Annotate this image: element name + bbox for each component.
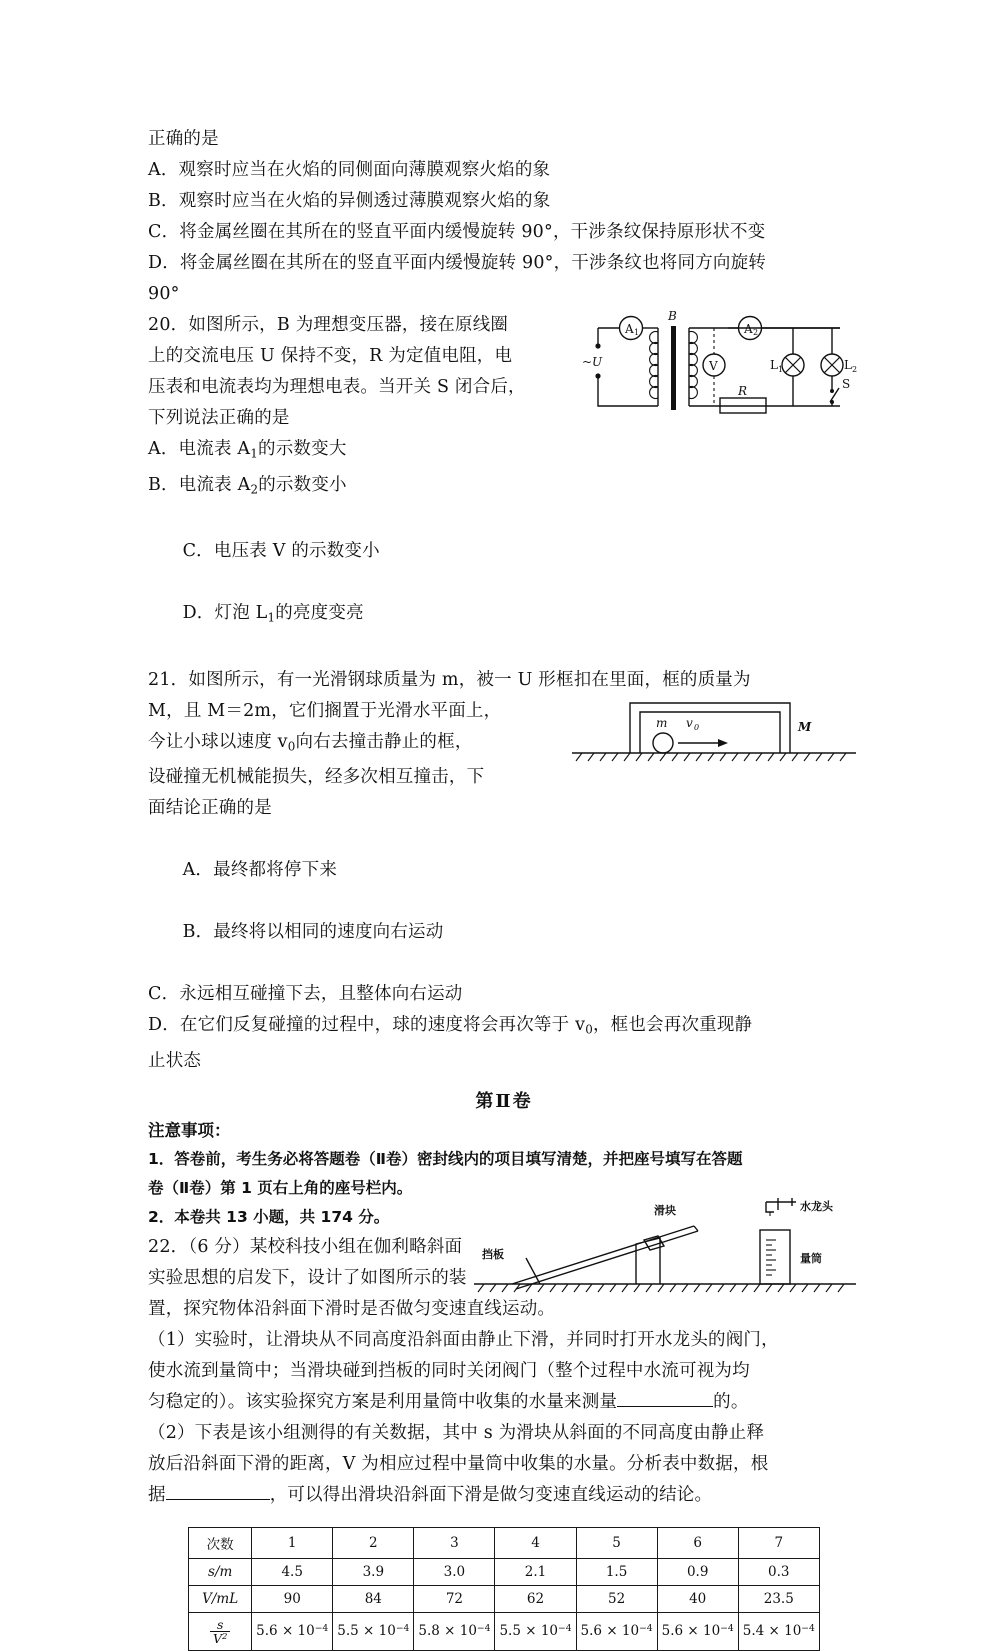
ratio-value-6 <box>657 1612 738 1650</box>
ratio-denominator <box>210 1632 230 1645</box>
core-label: B <box>668 309 677 323</box>
lamp1-label: L <box>770 358 778 372</box>
v-value-7: 23.5 <box>738 1585 819 1612</box>
v-value-2: 84 <box>333 1585 414 1612</box>
ratio-mantissa-4: 5.5 <box>499 1623 521 1640</box>
q21-option-d-cont: 止状态 <box>148 1050 202 1071</box>
trial-7: 7 <box>738 1527 819 1558</box>
table-row-ratio <box>189 1612 820 1650</box>
q21-option-d-sub: 0 <box>585 1022 593 1037</box>
q21-stem-line-3-tail: 向右去撞击静止的框， <box>295 731 473 752</box>
q21-stem-line-2: M，且 M＝2m，它们搁置于光滑水平面上， <box>148 700 502 721</box>
ammeter2-label: A <box>744 322 753 336</box>
ratio-value-2 <box>333 1612 414 1650</box>
ratio-factor-1: × 10 <box>281 1623 315 1640</box>
lamp2-label: L <box>844 358 852 372</box>
q22-part1-tail: 的。 <box>713 1391 749 1412</box>
q20-option-d-tail: 的亮度变亮 <box>275 603 364 624</box>
ratio-mantissa-3: 5.8 <box>418 1623 440 1640</box>
volume-2-title: 第Ⅱ卷 <box>475 1090 533 1112</box>
baffle-label: 挡板 <box>482 1247 504 1261</box>
q21-option-ab-row <box>148 824 860 979</box>
question-20 <box>148 310 860 665</box>
q21-option-a: A．最终都将停下来 <box>182 860 338 881</box>
ratio-mantissa-6: 5.6 <box>661 1623 684 1640</box>
ratio-exponent-1: −4 <box>314 1623 329 1635</box>
ratio-value-4 <box>495 1612 576 1650</box>
q19-option-d-cont: 90° <box>148 284 180 304</box>
q21-stem-line-4: 设碰撞无机械能损失，经多次相互撞击，下 <box>148 767 485 788</box>
q20-option-a-sub: 1 <box>250 446 259 461</box>
resistor-label: R <box>738 384 748 398</box>
ratio-factor-3: × 10 <box>444 1623 477 1640</box>
ammeter2-sub: 2 <box>753 328 759 337</box>
q21-option-d-tail: ，框也会再次重现静 <box>592 1015 753 1036</box>
trial-6: 6 <box>657 1527 738 1558</box>
inclined-plane-apparatus-diagram <box>448 1196 860 1304</box>
row-label-trial: 次数 <box>189 1527 252 1558</box>
velocity-label: v <box>686 715 693 730</box>
v-value-3: 72 <box>414 1585 495 1612</box>
q22-part2-line-3-text: 据 <box>148 1484 166 1505</box>
ratio-exponent-6: −4 <box>720 1623 734 1635</box>
trial-1: 1 <box>252 1527 333 1558</box>
q22-part2-answer-blank[interactable] <box>166 1484 270 1500</box>
q21-option-c: C．永远相互碰撞下去，且整体向右运动 <box>148 984 463 1005</box>
ratio-factor-2: × 10 <box>363 1623 396 1640</box>
q21-stem-line-1: 21．如图所示，有一光滑钢球质量为 m，被一 U 形框扣在里面，框的质量为 <box>148 669 751 690</box>
ratio-mantissa-1: 5.6 <box>256 1623 278 1640</box>
ratio-exponent-5: −4 <box>639 1623 653 1635</box>
ratio-factor-7: × 10 <box>768 1623 802 1640</box>
notice-item-2: 2．本卷共 13 小题，共 174 分。 <box>148 1207 390 1226</box>
voltmeter-label: V <box>709 359 718 373</box>
question-21 <box>148 665 860 1077</box>
q21-v0-sub: 0 <box>287 739 296 754</box>
q22-part2-line-1: （2）下表是该小组测得的有关数据，其中 s 为滑块从斜面的不同高度由静止释 <box>148 1422 765 1443</box>
q22-stem-line-2: 实验思想的启发下，设计了如图所示的装 <box>148 1267 467 1288</box>
q20-option-d <box>183 603 364 623</box>
notice-title: 注意事项： <box>148 1120 231 1140</box>
q22-stem-line-3: 置，探究物体沿斜面下滑时是否做匀变速直线运动。 <box>148 1298 556 1319</box>
q22-part1-line-2: 使水流到量筒中；当滑块碰到挡板的同时关闭阀门（整个过程中水流可视为均 <box>148 1360 750 1381</box>
row-label-distance: s/m <box>189 1558 252 1585</box>
q21-option-d <box>148 1010 860 1046</box>
q21-stem-line-3-head: 今让小球以速度 v <box>148 731 288 752</box>
v-value-6: 40 <box>657 1585 738 1612</box>
switch-label: S <box>842 377 851 391</box>
q20-stem-line-2: 上的交流电压 U 保持不变，R 为定值电阻，电 <box>148 346 513 366</box>
exam-page <box>148 124 860 1651</box>
q22-part2-tail: ，可以得出滑块沿斜面下滑是做匀变速直线运动的结论。 <box>269 1484 713 1505</box>
ratio-exponent-4: −4 <box>558 1623 572 1635</box>
ratio-factor-6: × 10 <box>687 1623 721 1640</box>
v-value-1: 90 <box>252 1585 333 1612</box>
transformer-circuit-diagram <box>580 306 868 424</box>
q19-stem-tail: 正确的是 <box>148 129 219 149</box>
ratio-value-7 <box>738 1612 819 1650</box>
q20-option-a-head: A．电流表 A <box>148 439 251 459</box>
trial-2: 2 <box>333 1527 414 1558</box>
q21-stem-line-5: 面结论正确的是 <box>148 798 272 819</box>
ratio-exponent-3: −4 <box>476 1623 491 1635</box>
q22-part1-line-3-text: 匀稳定的）。该实验探究方案是利用量筒中收集的水量来测量 <box>148 1391 618 1412</box>
q20-option-d-sub: 1 <box>267 610 276 625</box>
s-value-1: 4.5 <box>252 1558 333 1585</box>
row-label-volume: V/mL <box>189 1585 252 1612</box>
ratio-mantissa-7: 5.4 <box>742 1623 765 1640</box>
ratio-factor-4: × 10 <box>525 1623 559 1640</box>
q22-part1-line-1: （1）实验时，让滑块从不同高度沿斜面由静止下滑，并同时打开水龙头的阀门， <box>148 1329 779 1350</box>
q19-option-d: D．将金属丝圈在其所在的竖直平面内缓慢旋转 90°，干涉条纹也将同方向旋转 <box>148 253 767 273</box>
slider-label: 滑块 <box>654 1203 676 1217</box>
q22-part1-line-3 <box>148 1387 860 1418</box>
q20-stem-line-1: 20．如图所示，B 为理想变压器，接在原线圈 <box>148 315 509 335</box>
table-row-volume <box>189 1585 820 1612</box>
q22-stem-line-1: 22．（6 分）某校科技小组在伽利略斜面 <box>148 1236 463 1257</box>
q19-option-c: C．将金属丝圈在其所在的竖直平面内缓慢旋转 90°，干涉条纹保持原形状不变 <box>148 222 766 242</box>
v-value-4: 62 <box>495 1585 576 1612</box>
q20-option-a-tail: 的示数变大 <box>258 439 347 459</box>
experiment-data-table-wrapper <box>148 1527 860 1651</box>
notice-item-1-line-2: 卷（Ⅱ卷）第 1 页右上角的座号栏内。 <box>148 1178 413 1197</box>
lamp1-sub: 1 <box>778 365 784 374</box>
velocity-sub: 0 <box>694 722 700 732</box>
q22-part1-answer-blank[interactable] <box>617 1391 713 1407</box>
q20-option-b-sub: 2 <box>250 482 259 497</box>
experiment-data-table <box>188 1527 820 1651</box>
ratio-mantissa-5: 5.6 <box>580 1623 603 1640</box>
trial-5: 5 <box>576 1527 657 1558</box>
ratio-value-3 <box>414 1612 495 1650</box>
ratio-mantissa-2: 5.5 <box>337 1623 359 1640</box>
s-value-6: 0.9 <box>657 1558 738 1585</box>
ratio-value-5 <box>576 1612 657 1650</box>
frame-mass-label: M <box>798 719 812 734</box>
v-value-5: 52 <box>576 1585 657 1612</box>
ammeter1-sub: 1 <box>634 328 640 337</box>
ratio-fraction <box>210 1618 230 1645</box>
q21-option-b: B．最终将以相同的速度向右运动 <box>182 922 444 943</box>
question-19-tail <box>148 124 860 310</box>
trial-4: 4 <box>495 1527 576 1558</box>
q20-option-a <box>148 434 860 470</box>
ball-mass-label: m <box>656 715 668 730</box>
s-value-3: 3.0 <box>414 1558 495 1585</box>
ratio-denominator-var: V <box>212 1630 222 1646</box>
q20-option-c: C．电压表 V 的示数变小 <box>182 541 380 562</box>
row-label-ratio <box>189 1612 252 1650</box>
ratio-numerator: s <box>210 1618 230 1632</box>
s-value-2: 3.9 <box>333 1558 414 1585</box>
notice-item-1-line-1: 1．答卷前，考生务必将答题卷（Ⅱ卷）密封线内的项目填写清楚，并把座号填写在答题 <box>148 1149 743 1168</box>
s-value-7: 0.3 <box>738 1558 819 1585</box>
ratio-factor-5: × 10 <box>606 1623 640 1640</box>
q20-option-cd-row <box>148 505 860 665</box>
ratio-exponent-2: −4 <box>395 1623 410 1635</box>
q20-stem-line-4: 下列说法正确的是 <box>148 408 290 428</box>
s-value-5: 1.5 <box>576 1558 657 1585</box>
q20-option-d-head: D．灯泡 L <box>182 603 268 624</box>
s-value-4: 2.1 <box>495 1558 576 1585</box>
q20-option-b <box>148 470 860 506</box>
q19-option-b: B．观察时应当在火焰的异侧透过薄膜观察火焰的象 <box>148 191 551 211</box>
q20-option-b-head: B．电流表 A <box>148 474 251 495</box>
q20-text-column <box>148 310 578 434</box>
ac-source-label: ~U <box>582 355 603 369</box>
u-frame-ball-diagram <box>568 691 860 767</box>
q21-option-d-head: D．在它们反复碰撞的过程中，球的速度将会再次等于 v <box>148 1015 586 1036</box>
ammeter1-label: A <box>625 322 634 336</box>
q19-option-a: A．观察时应当在火焰的同侧面向薄膜观察火焰的象 <box>148 160 551 180</box>
ratio-value-1 <box>252 1612 333 1650</box>
q22-part2-line-3 <box>148 1480 860 1511</box>
trial-3: 3 <box>414 1527 495 1558</box>
q22-part2-line-2: 放后沿斜面下滑的距离，V 为相应过程中量筒中收集的水量。分析表中数据，根 <box>148 1453 769 1474</box>
ratio-exponent-7: −4 <box>801 1623 815 1635</box>
faucet-label: 水龙头 <box>800 1199 833 1213</box>
q20-stem-line-3: 压表和电流表均为理想电表。当开关 S 闭合后， <box>148 377 526 397</box>
ratio-denominator-exp: 2 <box>221 1632 228 1643</box>
table-row-trial-number <box>189 1527 820 1558</box>
cylinder-label: 量筒 <box>800 1251 822 1265</box>
q20-option-b-tail: 的示数变小 <box>258 474 347 495</box>
table-row-distance <box>189 1558 820 1585</box>
lamp2-sub: 2 <box>852 365 858 374</box>
